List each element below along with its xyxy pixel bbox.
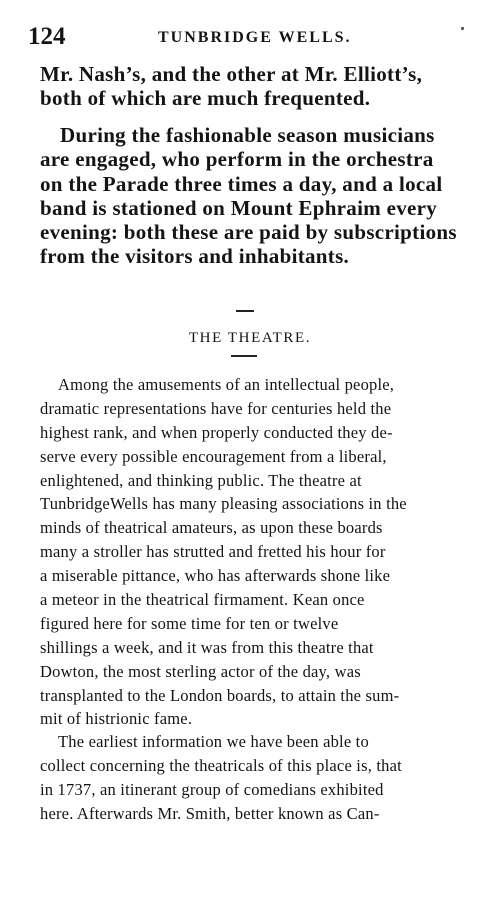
text-line: here. Afterwards Mr. Smith, better known as Can- (40, 803, 380, 823)
text-line: from the visitors and inhabitants. (40, 244, 350, 269)
text-line: transplanted to the London boards, to attain the sum- (40, 685, 400, 705)
text-line: Mr. Nash’s, and the other at Mr. Elliott’s, (40, 62, 423, 86)
text-line: highest rank, and when properly conducted they de- (40, 422, 393, 442)
section-divider-bottom (231, 355, 257, 357)
text-line: The earliest information we have been able to (58, 732, 369, 751)
text-line: evening: both these are paid by subscriptions (40, 220, 457, 245)
text-line: in 1737, an itinerant group of comedians exhibited (40, 779, 384, 799)
text-line: a miserable pittance, who has afterwards shone like (40, 566, 391, 586)
print-speck (461, 27, 464, 30)
text-line: During the fashionable season musicians (60, 123, 435, 147)
section-heading: THE THEATRE. (188, 330, 312, 346)
text-line: both of which are much frequented. (40, 86, 371, 111)
text-line: are engaged, who perform in the orchestra (40, 147, 434, 172)
text-line: figured here for some time for ten or twelve (40, 613, 339, 633)
text-line: shillings a week, and it was from this theatre that (40, 637, 374, 657)
text-line: mit of histrionic fame. (40, 709, 193, 729)
paragraph-continued (40, 62, 422, 111)
running-head (28, 22, 466, 52)
text-line: a meteor in the theatrical firmament. Kean once (40, 590, 365, 610)
paragraph-earliest-information (40, 730, 402, 826)
paragraph-theatre-intro (40, 373, 407, 731)
text-line: band is stationed on Mount Ephraim every (40, 195, 438, 220)
text-line: Among the amusements of an intellectual people, (58, 375, 395, 394)
text-line: serve every possible encouragement from a liberal, (40, 446, 387, 466)
text-line: on the Parade three times a day, and a local (40, 171, 443, 196)
text-line: collect concerning the theatricals of this place is, that (40, 755, 402, 775)
text-line: many a stroller has strutted and fretted his hour for (40, 542, 386, 562)
section-divider-top (236, 310, 254, 312)
paragraph-musicians (40, 123, 457, 269)
text-line: dramatic representations have for centuries held the (40, 398, 392, 418)
page-number: 124 (28, 23, 66, 50)
text-line: enlightened, and thinking public. The theatre at (40, 470, 362, 490)
text-line: TunbridgeWells has many pleasing associations in the (40, 494, 407, 514)
text-line: Dowton, the most sterling actor of the day, was (40, 661, 361, 681)
running-title: TUNBRIDGE WELLS. (158, 29, 352, 46)
text-line: minds of theatrical amateurs, as upon these boards (40, 518, 383, 538)
